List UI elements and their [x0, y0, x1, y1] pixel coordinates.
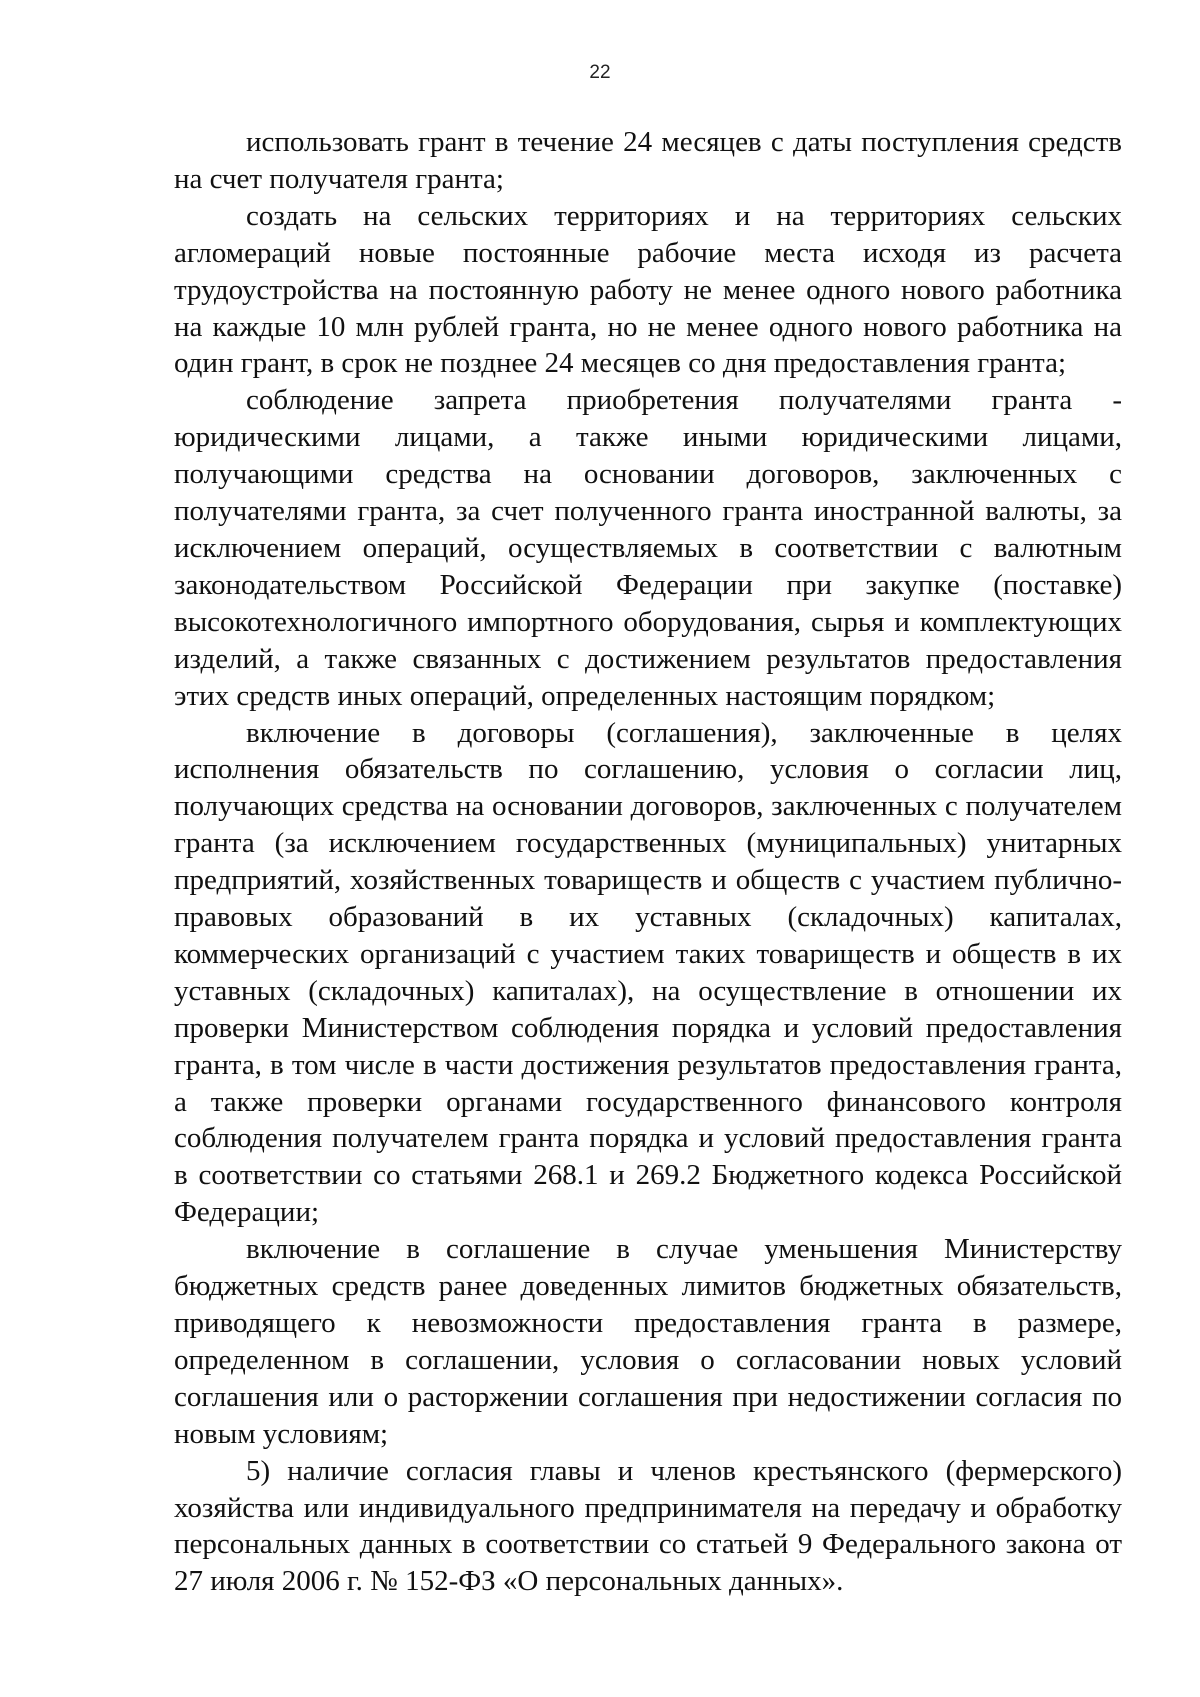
paragraph-budget-reduction: включение в соглашение в случае уменьшения Министерству бюджетных средств ранее доведенных лимитов бюджетных обязательств, приводящего к невозможности предоставления гранта в размере, определенном в соглашении, условия о согласовании новых условий соглашения или о расторжении соглашения при недостижении согласия по новым условиям; [174, 1233, 1122, 1450]
document-body [174, 124, 1122, 1600]
paragraph-personal-data-consent: 5) наличие согласия главы и членов крестьянского (фермерского) хозяйства или индивидуального предпринимателя на передачу и обработку персональных данных в соответствии со статьей 9 Федерального закона от 27 июля 2006 г. № 152-ФЗ «О персональных данных». [174, 1454, 1122, 1598]
paragraph-currency-prohibition: соблюдение запрета приобретения получателями гранта - юридическими лицами, а также иными юридическими лицами, получающими средства на основании договоров, заключенных с получателями гранта, за счет полученного гранта иностранной валюты, за исключением операций, осуществляемых в соответствии с валютным законодательством Российской Федерации при закупке (поставке) высокотехнологичного импортного оборудования, сырья и комплектующих изделий, а также связанных с достижением результатов предоставления этих средств иных операций, определенных настоящим порядком; [174, 384, 1122, 712]
page-number: 22 [589, 62, 611, 83]
paragraph-grant-usage-term: использовать грант в течение 24 месяцев с даты поступления средств на счет получателя гранта; [174, 126, 1122, 195]
paragraph-contract-consent: включение в договоры (соглашения), заключенные в целях исполнения обязательств по соглашению, условия о согласии лиц, получающих средства на основании договоров, заключенных с получателем гранта (за исключением государственных (муниципальных) унитарных предприятий, хозяйственных товариществ и обществ с участием публично-правовых образований в их уставных (складочных) капиталах, коммерческих организаций с участием таких товариществ и обществ в их уставных (складочных) капиталах), на осуществление в отношении их проверки Министерством соблюдения порядка и условий предоставления гранта, в том числе в части достижения результатов предоставления гранта, а также проверки органами государственного финансового контроля соблюдения получателем гранта порядка и условий предоставления гранта в соответствии со статьями 268.1 и 269.2 Бюджетного кодекса Российской Федерации; [174, 716, 1122, 1229]
paragraph-new-jobs: создать на сельских территориях и на территориях сельских агломераций новые постоянные рабочие места исходя из расчета трудоустройства на постоянную работу не менее одного нового работника на каждые 10 млн рублей гранта, но не менее одного нового работника на один грант, в срок не позднее 24 месяцев со дня предоставления гранта; [174, 199, 1122, 380]
